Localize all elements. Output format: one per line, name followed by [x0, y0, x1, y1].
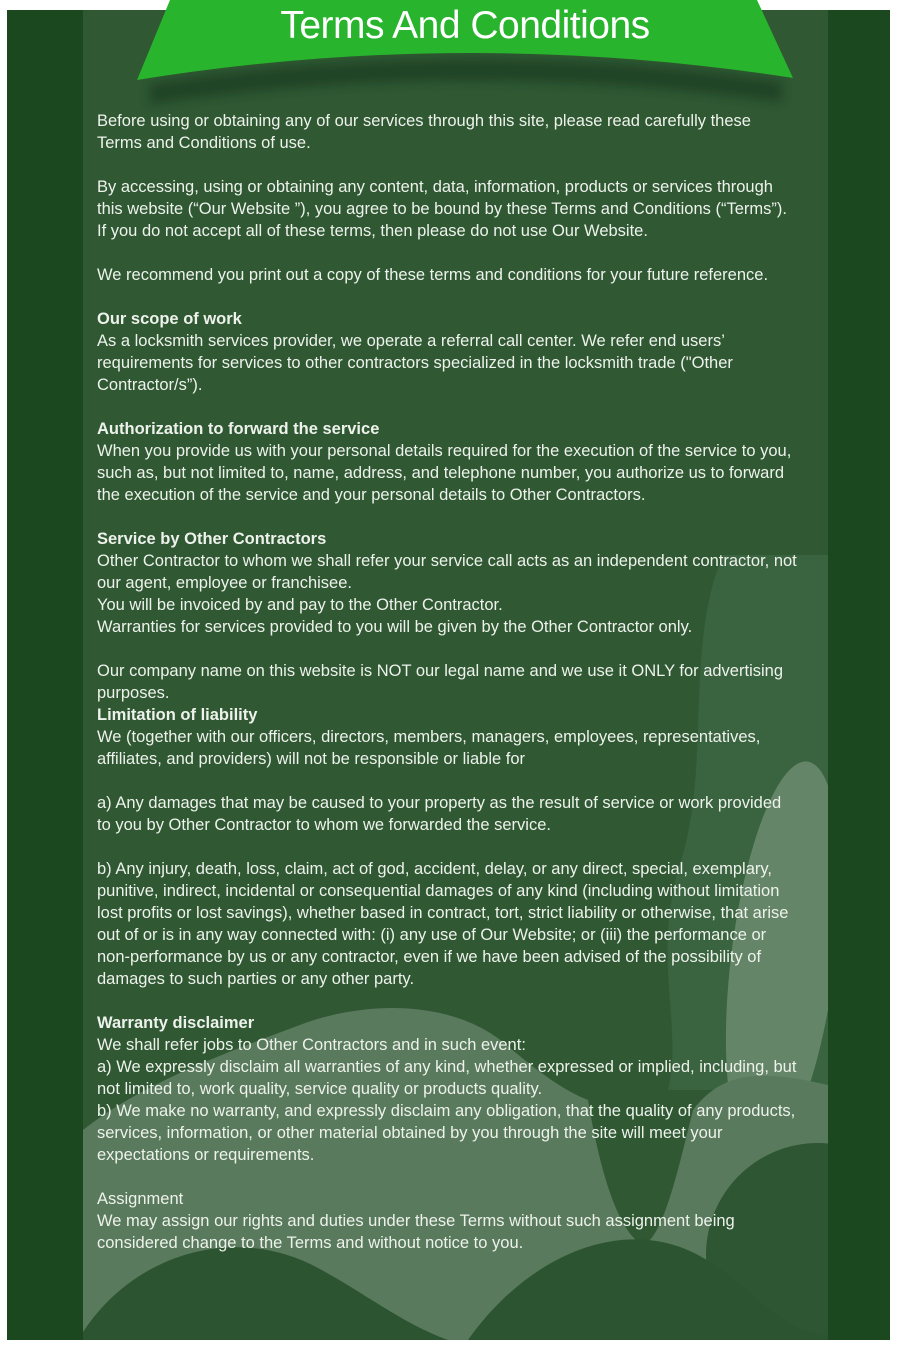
- paragraph: When you provide us with your personal details required for the execution of the service to you, such as, but not limited to, name, address, and telephone number, you authorize us to forward the execution of the service and your personal details to Other Contractors.: [97, 442, 792, 504]
- ribbon-shadow: [150, 59, 782, 104]
- section-heading: Our scope of work: [97, 310, 242, 328]
- paragraph: b) Any injury, death, loss, claim, act of god, accident, delay, or any direct, special, exemplary, punitive, indirect, incidental or consequential damages of any kind (including without limitation lost profits or lost savings), whether based in contract, tort, strict liability or otherwise, that arise out of or is in any way connected with: (i) any use of Our Website; or (iii) the performance or non-performance by us or any contractor, even if we have been advised of the possibility of damages to such parties or any other party.: [97, 860, 789, 988]
- paragraph: Other Contractor to whom we shall refer your service call acts as an independent contractor, not our agent, employee or franchisee.: [97, 552, 797, 592]
- paragraph: As a locksmith services provider, we operate a referral call center. We refer end users’ requirements for services to other contractors specialized in the locksmith trade ("Other Contractor/s”).: [97, 332, 733, 394]
- paragraph: Before using or obtaining any of our services through this site, please read carefully these Terms and Conditions of use.: [97, 112, 751, 152]
- paragraph: Assignment: [97, 1190, 184, 1208]
- terms-content: [97, 110, 799, 1254]
- paragraph: We may assign our rights and duties under these Terms without such assignment being considered change to the Terms and without notice to you.: [97, 1212, 735, 1252]
- terms-card: [7, 10, 890, 1340]
- section-heading: Warranty disclaimer: [97, 1014, 255, 1032]
- page-title: Terms And Conditions: [280, 4, 650, 47]
- ribbon-banner: [130, 0, 800, 118]
- content-column: [83, 10, 828, 1340]
- section-heading: Service by Other Contractors: [97, 530, 327, 548]
- paragraph: We (together with our officers, directors, members, managers, employees, representatives, affiliates, and providers) will not be responsible or liable for: [97, 728, 761, 768]
- paragraph: We shall refer jobs to Other Contractors and in such event:: [97, 1036, 526, 1054]
- paragraph: You will be invoiced by and pay to the Other Contractor.: [97, 596, 503, 614]
- paragraph: We recommend you print out a copy of these terms and conditions for your future reference.: [97, 266, 769, 284]
- paragraph: Our company name on this website is NOT our legal name and we use it ONLY for advertising purposes.: [97, 662, 783, 702]
- paragraph: By accessing, using or obtaining any content, data, information, products or services through this website (“Our Website ”), you agree to be bound by these Terms and Conditions (“Terms”). If you do not accept all of these terms, then please do not use Our Website.: [97, 178, 787, 240]
- paragraph: a) Any damages that may be caused to your property as the result of service or work provided to you by Other Contractor to whom we forwarded the service.: [97, 794, 782, 834]
- section-heading: Limitation of liability: [97, 706, 258, 724]
- paragraph: Warranties for services provided to you will be given by the Other Contractor only.: [97, 618, 693, 636]
- paragraph: b) We make no warranty, and expressly disclaim any obligation, that the quality of any products, services, information, or other material obtained by you through the site will meet your expectations or requirements.: [97, 1102, 796, 1164]
- section-heading: Authorization to forward the service: [97, 420, 380, 438]
- paragraph: a) We expressly disclaim all warranties of any kind, whether expressed or implied, including, but not limited to, work quality, service quality or products quality.: [97, 1058, 797, 1098]
